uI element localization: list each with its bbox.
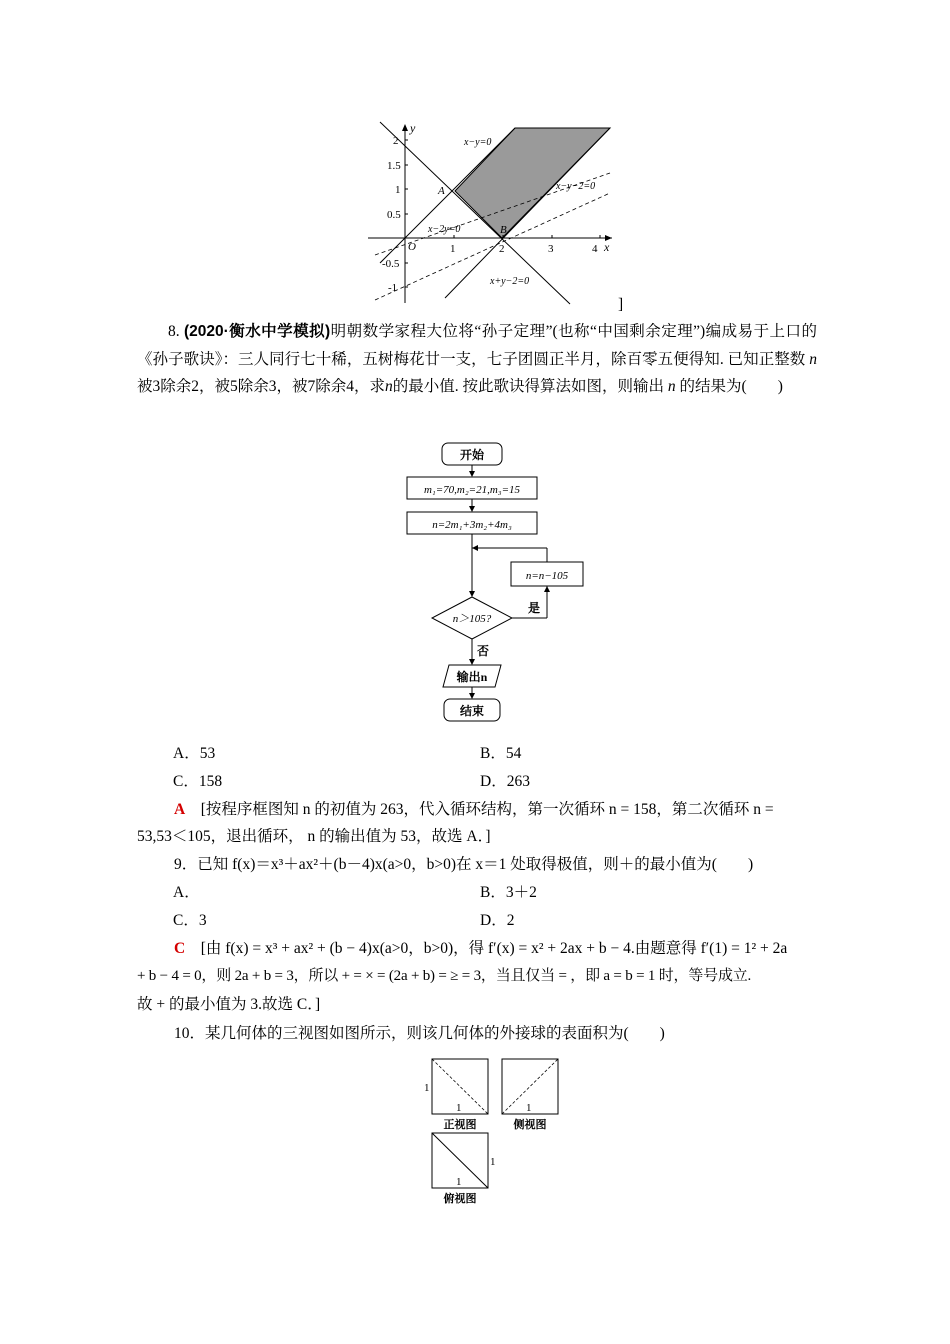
- flow-no: 否: [477, 644, 490, 658]
- question-9: 9．已知 f(x)＝x³＋ax²＋(b－4)x(a>0，b>0)在 x＝1 处取得极值，则＋的最小值为( ): [174, 856, 754, 873]
- y-tick-1-5: 1.5: [387, 160, 401, 172]
- flow-end: 结束: [459, 704, 485, 718]
- x-tick-3: 3: [548, 243, 554, 255]
- q8-answer-letter: A: [174, 801, 186, 818]
- question-8: 8. (2020·衡水中学模拟)明朝数学家程大位将“孙子定理”(也称“中国剩余定理”)编成易于上口的《孙子歌诀》：三人同行七十稀，五树梅花廿一支，七子团圆正半月，除百零五便得知. 已知正整数 n 被3除余2，被5除余3，被7除余4，求n的最小值. 按此歌诀得算法如图，则输出 n 的结果为( ): [137, 323, 817, 395]
- origin-label: O: [408, 241, 416, 253]
- label-x-minus-2y: x−2y=0: [428, 224, 461, 235]
- q8-option-a: A．53: [173, 745, 216, 762]
- y-tick-0-5: 0.5: [387, 209, 401, 221]
- three-views-figure: [418, 1055, 568, 1210]
- flow-init: m₁=70,m₂=21,m₃=15: [423, 484, 521, 496]
- q9-option-c: C．3: [173, 912, 207, 929]
- y-axis-label: y: [410, 121, 416, 135]
- top-view-side-label: 1: [490, 1156, 496, 1168]
- label-x-plus-y-minus-2: x+y−2=0: [490, 276, 530, 287]
- flowchart: [395, 438, 595, 728]
- q9-answer-line2: + b − 4 = 0，则 2a + b = 3，所以 + = × = (2a + b) = ≥ = 3，当且仅当 = ，即 a = b = 1 时，等号成立.: [137, 968, 752, 984]
- side-view-label: 侧视图: [513, 1119, 547, 1131]
- side-view-bottom-label: 1: [526, 1102, 532, 1114]
- question-10: 10．某几何体的三视图如图所示，则该几何体的外接球的表面积为( ): [174, 1025, 665, 1042]
- q8-answer-line2: 53,53＜105，退出循环， n 的输出值为 53，故选 A．]: [137, 828, 491, 845]
- flow-yes: 是: [528, 601, 541, 615]
- q9-answer-letter: C: [174, 940, 186, 957]
- q8-option-c: C．158: [173, 773, 223, 790]
- x-tick-1: 1: [450, 243, 456, 255]
- y-tick-2: 2: [393, 135, 399, 147]
- linear-programming-graph: [360, 118, 640, 318]
- question-8-source: (2020·衡水中学模拟): [183, 323, 331, 340]
- q9-answer-line3: 故 + 的最小值为 3.故选 C．]: [137, 996, 321, 1013]
- closing-bracket: ]: [618, 296, 624, 313]
- front-view-side-label: 1: [424, 1082, 430, 1094]
- label-x-minus-y: x−y=0: [464, 137, 492, 148]
- point-b-label: B: [500, 224, 507, 236]
- flow-start: 开始: [459, 448, 485, 462]
- front-view-label: 正视图: [443, 1119, 477, 1131]
- flow-condition: n＞105?: [452, 613, 492, 625]
- point-a-label: A: [438, 185, 445, 197]
- flow-assign: n=2m₁+3m₂+4m₃: [432, 519, 512, 531]
- top-view-bottom-label: 1: [456, 1176, 462, 1188]
- x-tick-2: 2: [499, 243, 505, 255]
- y-tick-neg-1: -1: [388, 282, 398, 294]
- top-view-label: 俯视图: [443, 1193, 477, 1205]
- q9-option-a: A．: [173, 884, 200, 901]
- flow-update: n=n−105: [525, 570, 569, 582]
- flow-output: 输出n: [456, 670, 488, 684]
- x-tick-4: 4: [592, 243, 598, 255]
- y-tick-neg-0-5: -0.5: [382, 258, 400, 270]
- y-tick-1: 1: [395, 184, 401, 196]
- front-view-bottom-label: 1: [456, 1102, 462, 1114]
- q9-answer: C [由 f(x) = x³ + ax² + (b − 4)x(a>0，b>0)，得 f′(x) = x² + 2ax + b − 4.由题意得 f′(1) = 1² + 2a: [174, 940, 788, 957]
- q8-option-b: B．54: [480, 745, 522, 762]
- q9-option-d: D．2: [480, 912, 515, 929]
- label-x-minus-y-minus-2: x−y−2=0: [556, 181, 596, 192]
- q8-answer: A [按程序框图知 n 的初值为 263，代入循环结构，第一次循环 n = 158，第二次循环 n =: [174, 801, 774, 818]
- q8-option-d: D．263: [480, 773, 530, 790]
- q9-option-b: B．3＋2: [480, 884, 537, 901]
- x-axis-label: x: [604, 240, 610, 254]
